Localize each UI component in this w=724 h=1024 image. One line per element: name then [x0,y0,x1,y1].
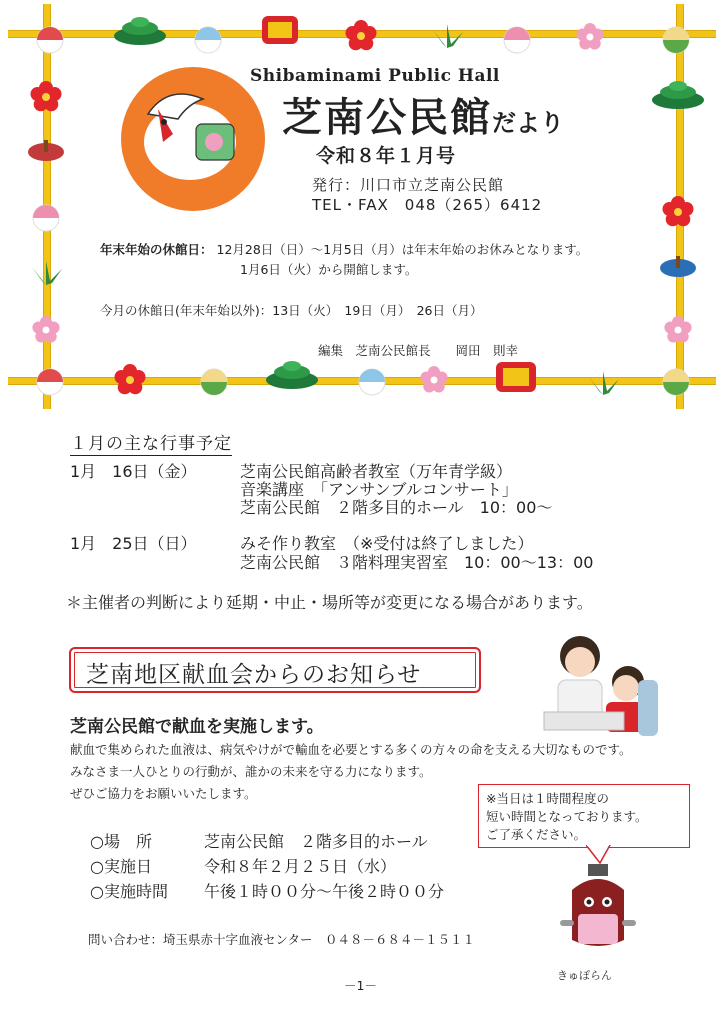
detail-label: ○実施日 [90,857,152,876]
detail-value: 午後１時００分～午後２時００分 [204,882,445,901]
blood-body-line: ぜひご協力をお願いいたします。 [70,786,257,801]
blood-drive-headline: 芝南公民館で献血を実施します。 [70,717,324,737]
detail-label: ○実施時間 [90,882,168,901]
reopen-date: 1月6日（火）から開館します。 [240,262,418,277]
nenmatsu-dates: 12月28日（日）～1月5日（月）は年末年始のお休みとなります。 [216,242,589,257]
event-line: 芝南公民館高齢者教室（万年青学級） [240,462,513,481]
event-line: みそ作り教室 （※受付は終了しました） [240,534,534,553]
events-heading: １月の主な行事予定 [70,429,232,456]
callout-line: ご了承ください。 [486,827,587,842]
mascot-kyupoRan-icon [558,860,638,960]
event-line: 芝南公民館 ２階多目的ホール 10：00～ [240,498,553,517]
title-main: 芝南公民館 [282,94,492,141]
event-line: 音楽講座 「アンサンブルコンサート」 [240,480,518,499]
blood-body-line: 献血で集められた血液は、病気やけがで輸血を必要とする多くの方々の命を支える大切なものです。 [70,742,632,757]
detail-value: 芝南公民館 ２階多目的ホール [204,832,428,851]
page-title [282,86,564,143]
events-note: ＊主催者の判断により延期・中止・場所等が変更になる場合があります。 [66,593,593,612]
callout-line: 短い時間となっております。 [486,809,648,824]
event-date: 1月 16日（金） [70,462,197,481]
nenmatsu-closure [100,240,588,258]
nenmatsu-label: 年末年始の休館日： [100,242,213,257]
detail-value: 令和８年２月２５日（水） [204,857,397,876]
mascot-name: きゅぽらん [557,969,612,982]
callout-line: ※当日は１時間程度の [486,791,609,806]
editor: 編集 芝南公民館長 岡田 則幸 [318,343,519,358]
title-suffix: だより [492,108,564,137]
horse-emblem-icon [118,64,268,214]
event-line: 芝南公民館 ３階料理実習室 10：00～13：00 [240,553,594,572]
publisher: 発行：川口市立芝南公民館 [312,176,505,194]
contact-info: 問い合わせ：埼玉県赤十字血液センター ０４８－６８４－１５１１ [88,932,476,947]
issue-number: 令和８年１月号 [316,145,457,167]
event-date: 1月 25日（日） [70,534,197,553]
blood-body-line: みなさま一人ひとりの行動が、誰かの未来を守る力になります。 [70,764,432,779]
monthly-closure: 今月の休館日(年末年始以外)：13日（火） 19日（月） 26日（月） [100,303,483,318]
subtitle-english: Shibaminami Public Hall [250,66,500,86]
blood-drive-banner-text: 芝南地区献血会からのお知らせ [86,662,422,688]
nurse-patient-illustration [528,630,668,740]
detail-label: ○場 所 [90,832,152,851]
phone-fax: TEL・FAX 048（265）6412 [312,196,543,214]
page-number: －1－ [344,978,377,993]
